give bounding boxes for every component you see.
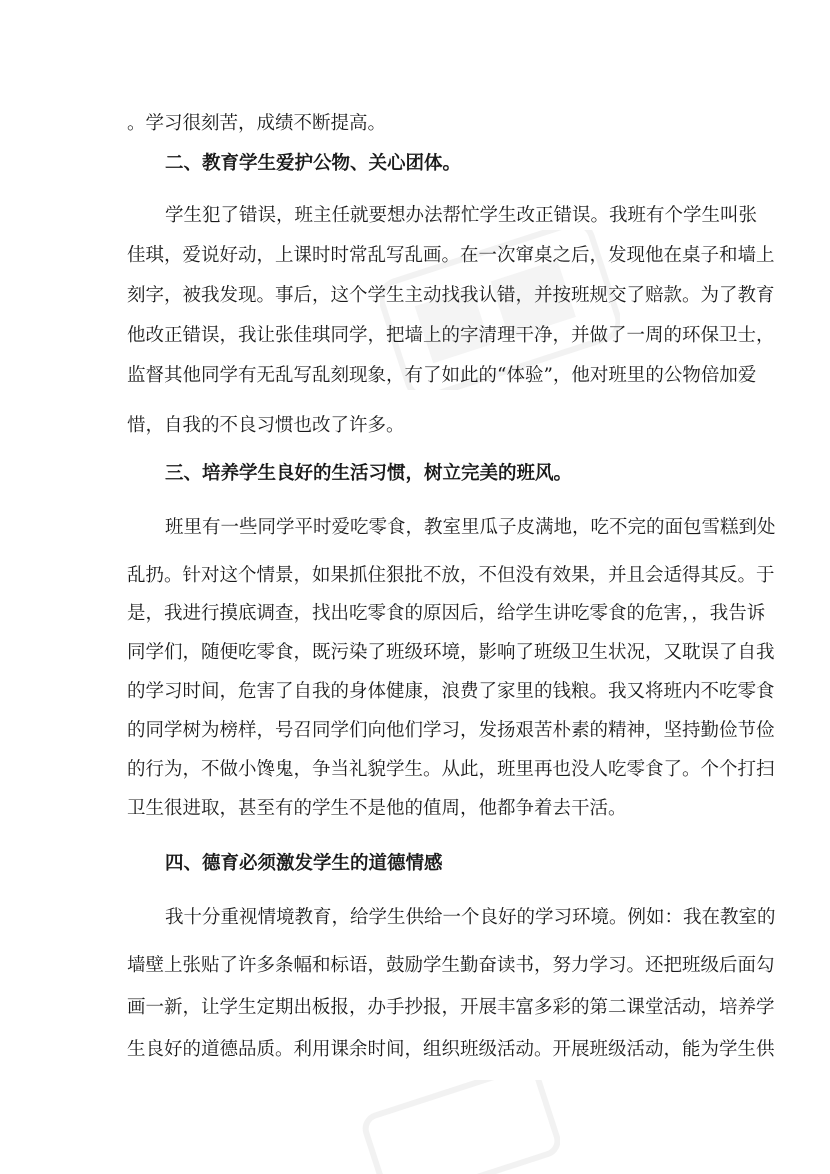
section4-line-2: 墙壁上张贴了许多条幅和标语，鼓励学生勤奋读书，努力学习。还把班级后面勾 [127,955,775,976]
section3-line-8: 卫生很进取，甚至有的学生不是他的值周，他都争着去干活。 [127,798,627,819]
section3-line-4: 同学们，随便吃零食，既污染了班级环境，影响了班级卫生状况，又耽误了自我 [127,642,775,663]
watermark-seal-bottom [360,1080,560,1174]
section2-line-6: 惜，自我的不良习惯也改了许多。 [127,415,405,436]
section3-line-7: 的行为，不做小馋鬼，争当礼貌学生。从此，班里再也没人吃零食了。个个打扫 [127,759,775,780]
section2-line-2: 佳琪，爱说好动，上课时时常乱写乱画。在一次窜桌之后，发现他在桌子和墙上 [127,245,775,266]
section2-line-1: 学生犯了错误，班主任就要想办法帮忙学生改正错误。我班有个学生叫张 [165,205,758,226]
section4-line-1: 我十分重视情境教育，给学生供给一个良好的学习环境。例如：我在教室的 [165,907,776,928]
section3-line-5: 的学习时间，危害了自我的身体健康，浪费了家里的钱粮。我又将班内不吃零食 [127,681,775,702]
section2-heading: 二、教育学生爱护公物、关心团体。 [165,153,462,174]
section2-line-5: 监督其他同学有无乱写乱刻现象，有了如此的“体验”，他对班里的公物倍加爱 [127,365,757,386]
section2-line-4: 他改正错误，我让张佳琪同学，把墙上的字清理干净，并做了一周的环保卫士， [127,325,775,346]
section4-heading: 四、德育必须激发学生的道德情感 [165,853,443,874]
section4-line-3: 画一新，让学生定期出板报，办手抄报，开展丰富多彩的第二课堂活动，培养学 [127,997,775,1018]
section4-line-4: 生良好的道德品质。利用课余时间，组织班级活动。开展班级活动，能为学生供 [127,1039,775,1060]
section3-line-1: 班里有一些同学平时爱吃零食，教室里瓜子皮满地，吃不完的面包雪糕到处 [165,517,776,538]
section3-line-2: 乱扔。针对这个情景，如果抓住狠批不放，不但没有效果，并且会适得其反。于 [127,565,775,586]
section3-line-6: 的同学树为榜样，号召同学们向他们学习，发扬艰苦朴素的精神，坚持勤俭节俭 [127,720,775,741]
opening-line: 。学习很刻苦，成绩不断提高。 [127,113,387,134]
section3-line-3: 是，我进行摸底调查，找出吃零食的原因后，给学生讲吃零食的危害，，我告诉 [127,603,766,624]
section3-heading: 三、培养学生良好的生活习惯，树立完美的班风。 [165,463,573,484]
section2-line-3: 刻字，被我发现。事后，这个学生主动找我认错，并按班规交了赔款。为了教育 [127,285,775,306]
